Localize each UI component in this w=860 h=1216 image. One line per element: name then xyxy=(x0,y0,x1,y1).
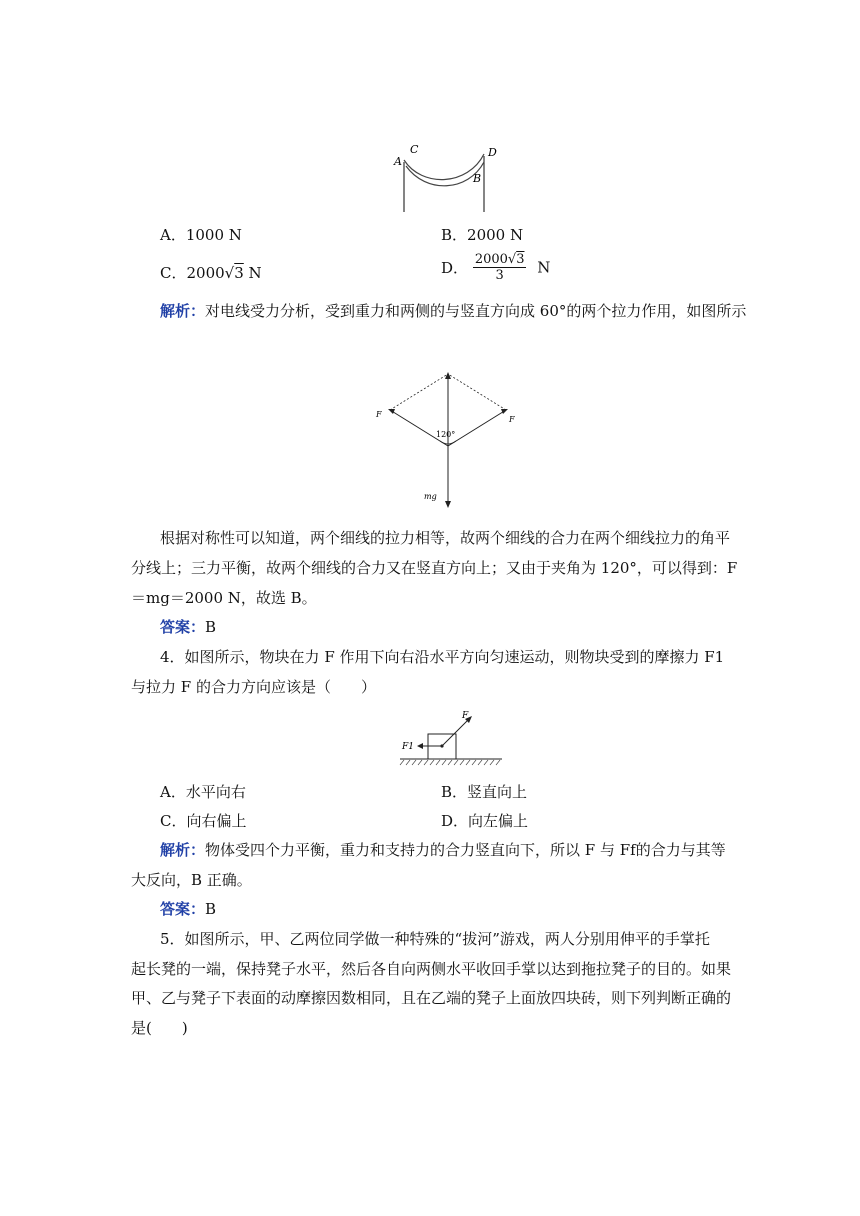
q4-analysis: 解析：物体受四个力平衡，重力和支持力的合力竖直向下，所以 F 与 Ff的合力与其等 xyxy=(160,841,726,859)
q5-line2: 起长凳的一端，保持凳子水平，然后各自向两侧水平收回手掌以达到拖拉凳子的目的。如果 xyxy=(131,960,732,978)
q4-line2: 与拉力 F 的合力方向应该是（ ） xyxy=(131,678,376,696)
q4-answer: 答案：B xyxy=(160,900,217,918)
f-label: F xyxy=(462,711,469,721)
mg-label: mg xyxy=(424,492,437,501)
f-right-label: F xyxy=(509,415,515,424)
angle-label: 120° xyxy=(436,430,456,439)
label-d: D xyxy=(488,146,497,159)
wire-figure xyxy=(388,140,508,218)
q3-answer: 答案：B xyxy=(160,618,217,636)
fraction: $\frac{2000√3}{3}$ xyxy=(474,252,525,283)
q3-reason-line3: ＝mg＝2000 N，故选 B。 xyxy=(131,589,317,607)
q3-option-c: C．2000√3 N xyxy=(160,264,262,282)
q5-line4: 是( ) xyxy=(131,1019,188,1037)
label-c: C xyxy=(410,143,419,156)
label-a: A xyxy=(394,155,402,168)
q4-option-b: B．竖直向上 xyxy=(441,783,528,801)
f-left-label: F xyxy=(376,410,382,419)
q3-reason-line1: 根据对称性可以知道，两个细线的拉力相等，故两个细线的合力在两个细线拉力的角平 xyxy=(160,529,731,547)
q4-analysis-line2: 大反向，B 正确。 xyxy=(131,871,252,889)
q3-analysis: 解析：对电线受力分析，受到重力和两侧的与竖直方向成 60°的两个拉力作用，如图所示 xyxy=(160,302,747,320)
q5-line1: 5．如图所示，甲、乙两位同学做一种特殊的“拔河”游戏，两人分别用伸平的手掌托 xyxy=(160,930,710,948)
q3-option-a: A．1000 N xyxy=(160,226,242,244)
q4-option-a: A．水平向右 xyxy=(160,783,246,801)
q4-option-d: D．向左偏上 xyxy=(441,812,529,830)
q3-option-d: D． $\frac{2000√3}{3}$ N xyxy=(441,252,551,283)
force-figure xyxy=(366,368,526,510)
f1-label: F1 xyxy=(402,742,414,752)
label-b: B xyxy=(473,172,482,185)
q4-line1: 4．如图所示，物块在力 F 作用下向右沿水平方向匀速运动，则物块受到的摩擦力 F1 xyxy=(160,648,725,666)
block-figure xyxy=(398,710,502,766)
q3-reason-line2: 分线上；三力平衡，故两个细线的合力又在竖直方向上；又由于夹角为 120°，可以得到：F xyxy=(131,559,738,577)
q3-option-b: B．2000 N xyxy=(441,226,524,244)
q4-option-c: C．向右偏上 xyxy=(160,812,247,830)
q5-line3: 甲、乙与凳子下表面的动摩擦因数相同，且在乙端的凳子上面放四块砖，则下列判断正确的 xyxy=(131,989,732,1007)
